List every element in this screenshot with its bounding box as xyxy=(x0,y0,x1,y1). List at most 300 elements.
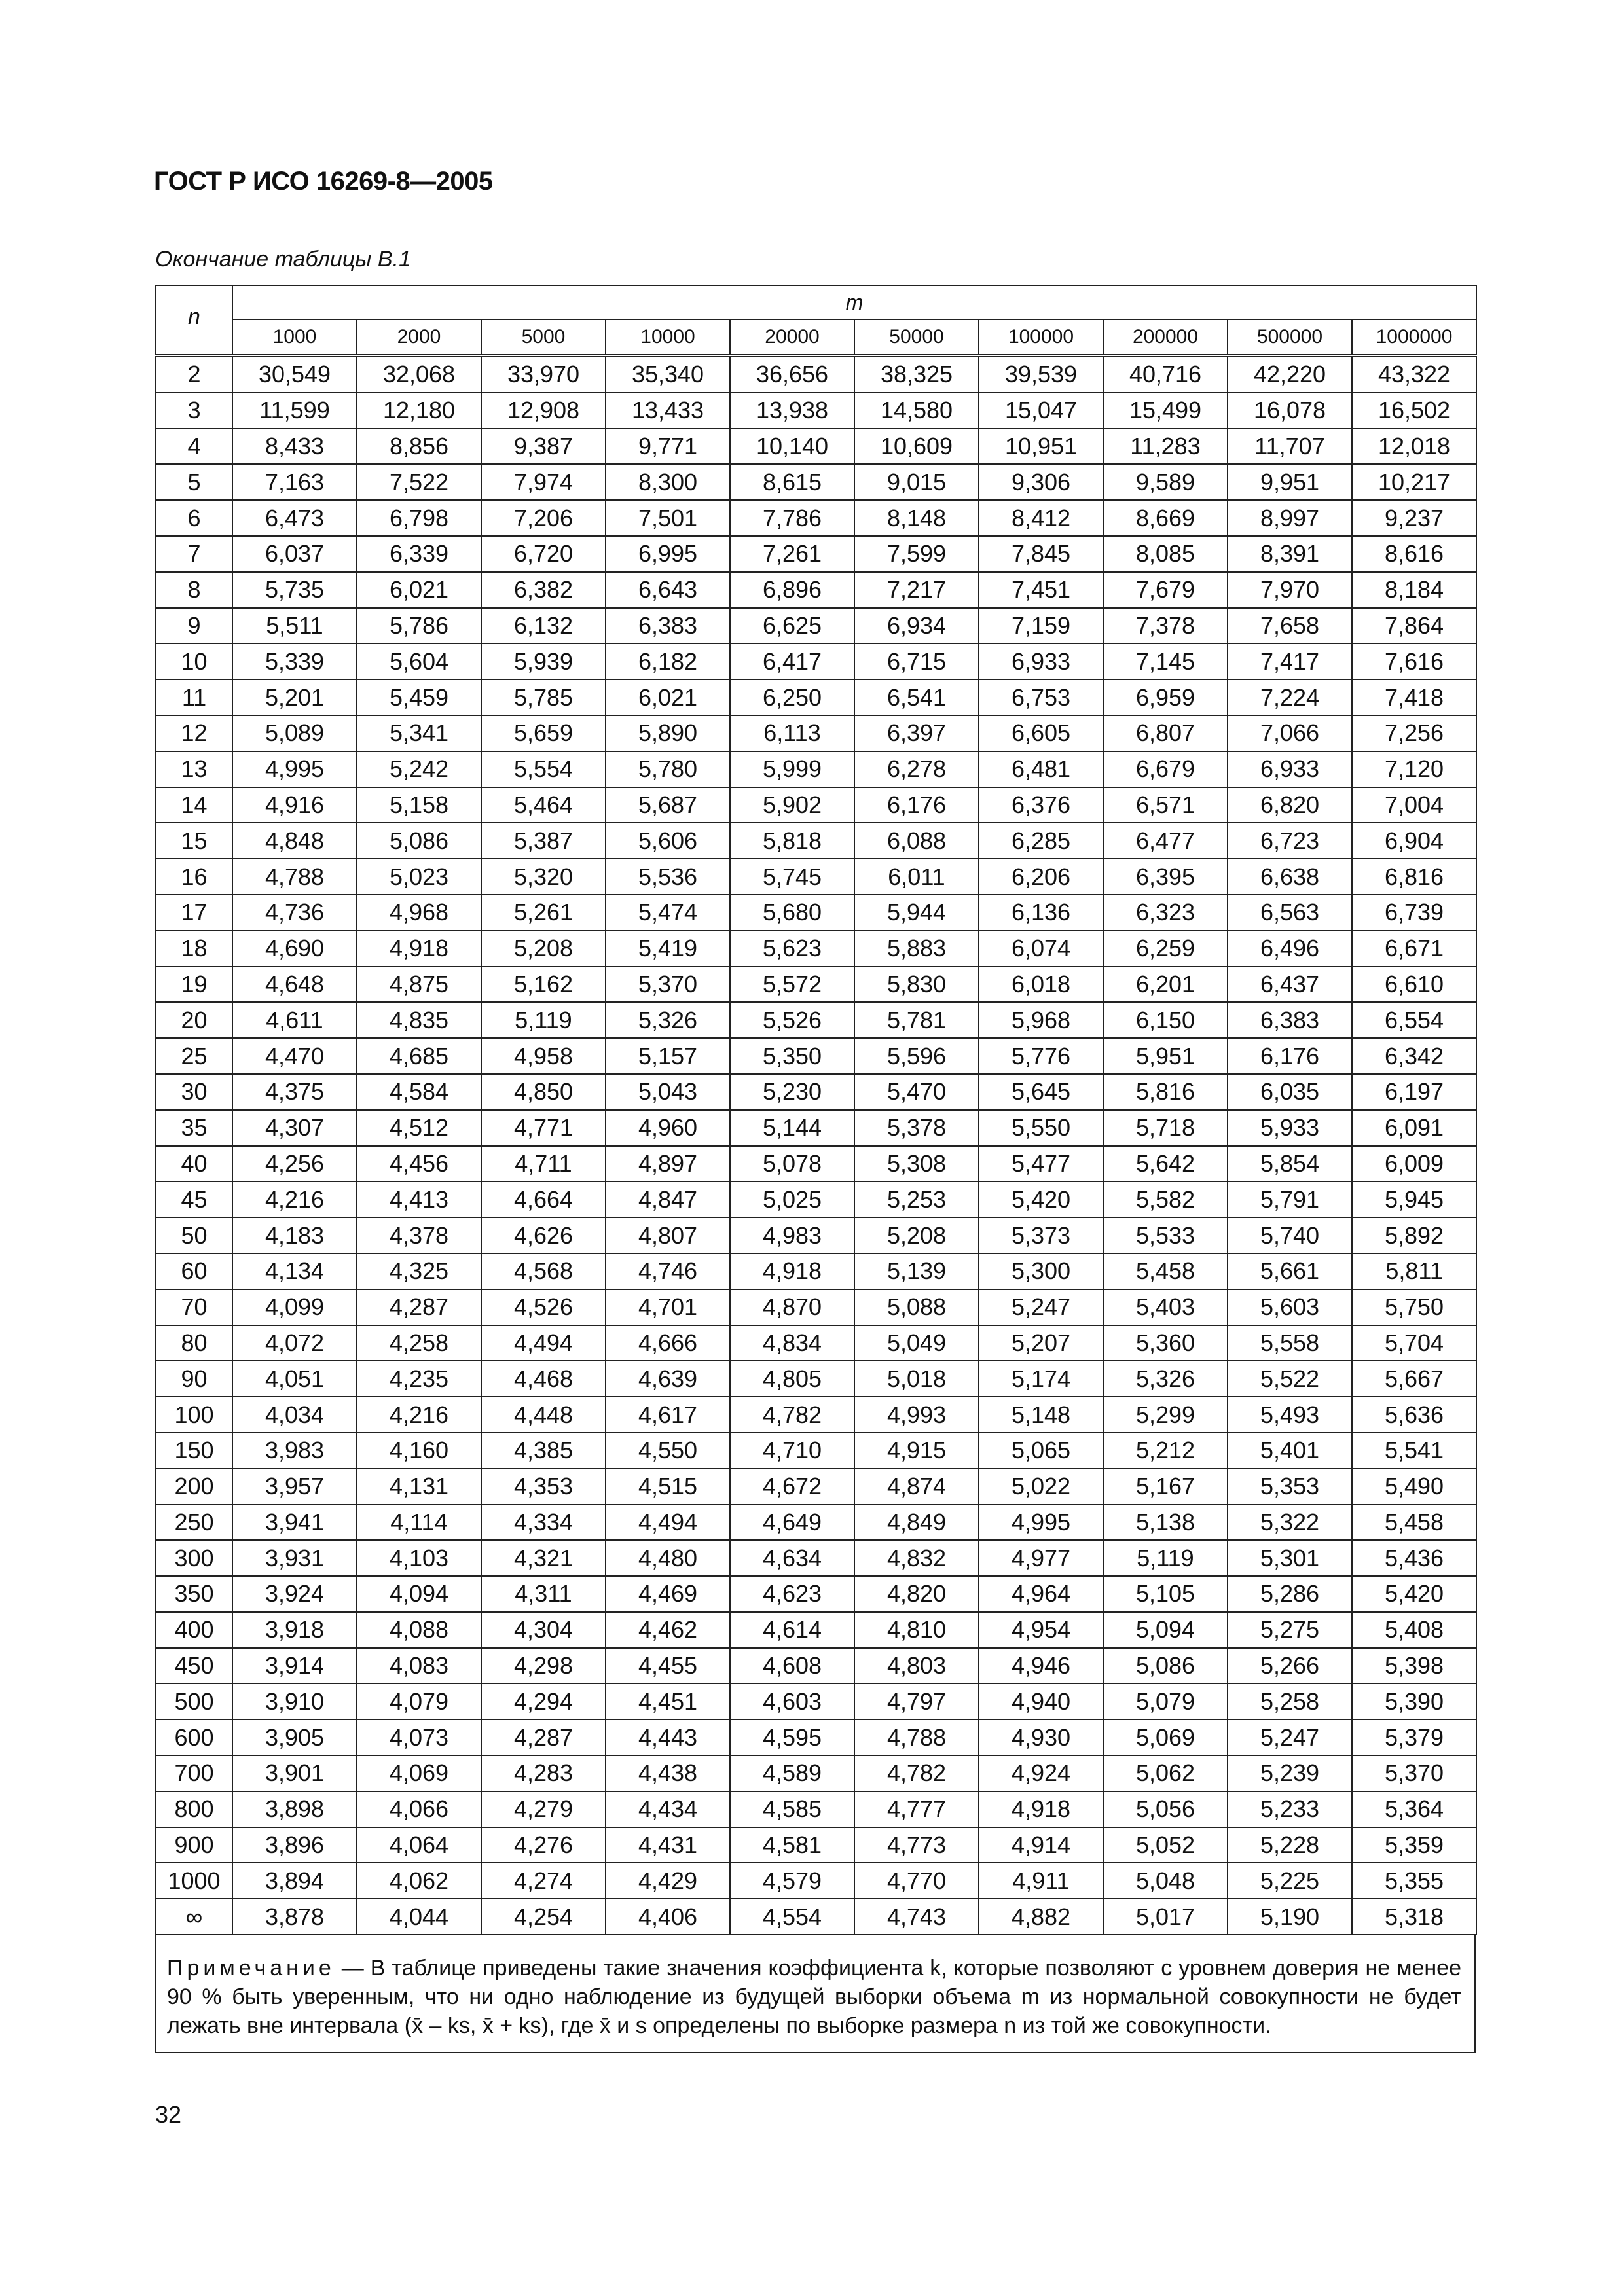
table-cell: 4,664 xyxy=(481,1181,606,1217)
table-cell: 4,777 xyxy=(854,1791,979,1827)
table-cell: 8,615 xyxy=(730,464,854,500)
header-row-columns xyxy=(156,319,1476,356)
table-cell: 4,797 xyxy=(854,1683,979,1719)
table-cell: 5,089 xyxy=(232,715,357,751)
table-row xyxy=(156,429,1476,465)
table-cell: 4,954 xyxy=(979,1612,1103,1648)
table-cell: 4,274 xyxy=(481,1863,606,1899)
table-cell: 6,136 xyxy=(979,895,1103,931)
row-label-n: 17 xyxy=(156,895,232,931)
table-cell: 5,022 xyxy=(979,1469,1103,1505)
table-cell: 5,398 xyxy=(1352,1648,1476,1684)
table-cell: 4,960 xyxy=(606,1110,730,1146)
table-cell: 5,341 xyxy=(357,715,481,751)
row-label-n: 800 xyxy=(156,1791,232,1827)
table-cell: 6,206 xyxy=(979,859,1103,895)
table-row xyxy=(156,536,1476,572)
table-cell: 4,134 xyxy=(232,1253,357,1289)
table-row xyxy=(156,823,1476,859)
column-header: 1000 xyxy=(232,319,357,356)
table-cell: 5,326 xyxy=(1103,1361,1228,1397)
table-cell: 6,383 xyxy=(606,608,730,644)
table-cell: 4,743 xyxy=(854,1899,979,1935)
column-header: 20000 xyxy=(730,319,854,356)
table-row xyxy=(156,1576,1476,1612)
table-cell: 5,533 xyxy=(1103,1217,1228,1253)
row-label-n: 35 xyxy=(156,1110,232,1146)
column-header: 500000 xyxy=(1228,319,1352,356)
table-cell: 5,902 xyxy=(730,787,854,823)
table-cell: 5,364 xyxy=(1352,1791,1476,1827)
table-cell: 4,710 xyxy=(730,1433,854,1469)
table-cell: 7,974 xyxy=(481,464,606,500)
table-cell: 5,378 xyxy=(854,1110,979,1146)
table-cell: 11,283 xyxy=(1103,429,1228,465)
table-cell: 6,132 xyxy=(481,608,606,644)
table-row xyxy=(156,1038,1476,1074)
table-cell: 4,916 xyxy=(232,787,357,823)
table-row xyxy=(156,1181,1476,1217)
table-cell: 5,086 xyxy=(357,823,481,859)
table-cell: 6,035 xyxy=(1228,1074,1352,1110)
table-cell: 32,068 xyxy=(357,356,481,393)
table-cell: 5,477 xyxy=(979,1146,1103,1182)
table-cell: 5,299 xyxy=(1103,1397,1228,1433)
table-cell: 5,370 xyxy=(1352,1755,1476,1791)
table-cell: 6,496 xyxy=(1228,931,1352,967)
table-cell: 4,579 xyxy=(730,1863,854,1899)
table-cell: 5,043 xyxy=(606,1074,730,1110)
table-cell: 4,924 xyxy=(979,1755,1103,1791)
table-cell: 5,951 xyxy=(1103,1038,1228,1074)
table-row xyxy=(156,1612,1476,1648)
table-cell: 4,334 xyxy=(481,1505,606,1541)
table-cell: 6,753 xyxy=(979,679,1103,715)
table-cell: 7,501 xyxy=(606,500,730,536)
column-header: 10000 xyxy=(606,319,730,356)
table-cell: 5,230 xyxy=(730,1074,854,1110)
table-cell: 4,584 xyxy=(357,1074,481,1110)
table-cell: 5,636 xyxy=(1352,1397,1476,1433)
table-row xyxy=(156,1002,1476,1038)
table-cell: 4,585 xyxy=(730,1791,854,1827)
table-cell: 5,420 xyxy=(979,1181,1103,1217)
table-cell: 5,138 xyxy=(1103,1505,1228,1541)
table-cell: 6,610 xyxy=(1352,967,1476,1003)
table-cell: 4,325 xyxy=(357,1253,481,1289)
table-cell: 4,666 xyxy=(606,1325,730,1361)
table-cell: 4,131 xyxy=(357,1469,481,1505)
row-label-n: 100 xyxy=(156,1397,232,1433)
table-head xyxy=(156,285,1476,356)
row-label-n: 450 xyxy=(156,1648,232,1684)
table-cell: 5,148 xyxy=(979,1397,1103,1433)
table-cell: 5,167 xyxy=(1103,1469,1228,1505)
table-cell: 5,883 xyxy=(854,931,979,967)
table-cell: 4,456 xyxy=(357,1146,481,1182)
table-cell: 5,261 xyxy=(481,895,606,931)
table-cell: 5,582 xyxy=(1103,1181,1228,1217)
table-cell: 4,235 xyxy=(357,1361,481,1397)
row-label-n: 3 xyxy=(156,393,232,429)
table-cell: 8,433 xyxy=(232,429,357,465)
table-cell: 4,773 xyxy=(854,1827,979,1863)
table-cell: 6,715 xyxy=(854,643,979,679)
table-cell: 7,864 xyxy=(1352,608,1476,644)
table-cell: 5,408 xyxy=(1352,1612,1476,1648)
table-cell: 9,771 xyxy=(606,429,730,465)
row-label-n: 10 xyxy=(156,643,232,679)
table-cell: 7,522 xyxy=(357,464,481,500)
table-cell: 3,910 xyxy=(232,1683,357,1719)
table-cell: 5,322 xyxy=(1228,1505,1352,1541)
table-cell: 4,614 xyxy=(730,1612,854,1648)
table-cell: 4,254 xyxy=(481,1899,606,1935)
table-cell: 4,911 xyxy=(979,1863,1103,1899)
table-cell: 12,908 xyxy=(481,393,606,429)
table-cell: 6,376 xyxy=(979,787,1103,823)
table-cell: 6,009 xyxy=(1352,1146,1476,1182)
row-label-n: 19 xyxy=(156,967,232,1003)
table-cell: 6,021 xyxy=(606,679,730,715)
table-cell: 5,436 xyxy=(1352,1540,1476,1576)
table-cell: 4,429 xyxy=(606,1863,730,1899)
table-cell: 4,918 xyxy=(357,931,481,967)
table-cell: 5,536 xyxy=(606,859,730,895)
table-cell: 30,549 xyxy=(232,356,357,393)
table-cell: 3,983 xyxy=(232,1433,357,1469)
table-cell: 4,307 xyxy=(232,1110,357,1146)
table-row xyxy=(156,1719,1476,1755)
table-cell: 4,103 xyxy=(357,1540,481,1576)
table-cell: 16,078 xyxy=(1228,393,1352,429)
table-cell: 8,300 xyxy=(606,464,730,500)
table-cell: 5,816 xyxy=(1103,1074,1228,1110)
table-cell: 6,643 xyxy=(606,572,730,608)
table-caption: Окончание таблицы B.1 xyxy=(155,247,411,272)
table-cell: 6,638 xyxy=(1228,859,1352,895)
table-cell: 3,914 xyxy=(232,1648,357,1684)
table-note xyxy=(155,1935,1476,2053)
table-cell: 4,940 xyxy=(979,1683,1103,1719)
table-cell: 4,044 xyxy=(357,1899,481,1935)
table-cell: 5,401 xyxy=(1228,1433,1352,1469)
table-cell: 4,835 xyxy=(357,1002,481,1038)
table-cell: 6,323 xyxy=(1103,895,1228,931)
table-row xyxy=(156,393,1476,429)
table-cell: 4,782 xyxy=(854,1755,979,1791)
table-cell: 38,325 xyxy=(854,356,979,393)
table-cell: 7,145 xyxy=(1103,643,1228,679)
table-cell: 6,176 xyxy=(1228,1038,1352,1074)
table-row xyxy=(156,1217,1476,1253)
table-row xyxy=(156,859,1476,895)
table-cell: 5,420 xyxy=(1352,1576,1476,1612)
row-label-n: 9 xyxy=(156,608,232,644)
table-cell: 6,250 xyxy=(730,679,854,715)
column-header: 100000 xyxy=(979,319,1103,356)
table-row xyxy=(156,608,1476,644)
header-row-group xyxy=(156,285,1476,319)
table-cell: 4,099 xyxy=(232,1289,357,1325)
table-cell: 8,085 xyxy=(1103,536,1228,572)
table-cell: 4,311 xyxy=(481,1576,606,1612)
table-cell: 5,740 xyxy=(1228,1217,1352,1253)
table-cell: 4,649 xyxy=(730,1505,854,1541)
table-cell: 4,874 xyxy=(854,1469,979,1505)
table-cell: 6,395 xyxy=(1103,859,1228,895)
table-container xyxy=(155,285,1476,2053)
table-cell: 4,494 xyxy=(606,1505,730,1541)
table-cell: 5,750 xyxy=(1352,1289,1476,1325)
table-cell: 5,645 xyxy=(979,1074,1103,1110)
table-cell: 4,848 xyxy=(232,823,357,859)
table-cell: 5,419 xyxy=(606,931,730,967)
table-cell: 7,599 xyxy=(854,536,979,572)
table-cell: 7,970 xyxy=(1228,572,1352,608)
table-cell: 6,671 xyxy=(1352,931,1476,967)
table-row xyxy=(156,1397,1476,1433)
table-cell: 5,320 xyxy=(481,859,606,895)
table-cell: 4,771 xyxy=(481,1110,606,1146)
table-cell: 5,056 xyxy=(1103,1791,1228,1827)
table-cell: 5,745 xyxy=(730,859,854,895)
table-row xyxy=(156,356,1476,393)
table-cell: 33,970 xyxy=(481,356,606,393)
table-cell: 35,340 xyxy=(606,356,730,393)
table-cell: 6,397 xyxy=(854,715,979,751)
table-cell: 4,968 xyxy=(357,895,481,931)
table-cell: 14,580 xyxy=(854,393,979,429)
table-cell: 4,711 xyxy=(481,1146,606,1182)
table-row xyxy=(156,679,1476,715)
table-cell: 5,025 xyxy=(730,1181,854,1217)
table-cell: 4,114 xyxy=(357,1505,481,1541)
table-cell: 3,924 xyxy=(232,1576,357,1612)
table-cell: 9,589 xyxy=(1103,464,1228,500)
table-row xyxy=(156,895,1476,931)
table-cell: 4,820 xyxy=(854,1576,979,1612)
table-cell: 6,176 xyxy=(854,787,979,823)
table-cell: 15,499 xyxy=(1103,393,1228,429)
table-cell: 4,094 xyxy=(357,1576,481,1612)
column-header: 1000000 xyxy=(1352,319,1476,356)
table-cell: 4,849 xyxy=(854,1505,979,1541)
table-cell: 4,803 xyxy=(854,1648,979,1684)
table-cell: 5,301 xyxy=(1228,1540,1352,1576)
column-header: 2000 xyxy=(357,319,481,356)
table-cell: 4,701 xyxy=(606,1289,730,1325)
table-cell: 6,959 xyxy=(1103,679,1228,715)
table-cell: 6,720 xyxy=(481,536,606,572)
table-cell: 5,350 xyxy=(730,1038,854,1074)
table-cell: 4,918 xyxy=(979,1791,1103,1827)
table-cell: 6,182 xyxy=(606,643,730,679)
table-cell: 8,391 xyxy=(1228,536,1352,572)
table-cell: 5,105 xyxy=(1103,1576,1228,1612)
table-cell: 4,304 xyxy=(481,1612,606,1648)
table-cell: 5,225 xyxy=(1228,1863,1352,1899)
table-cell: 8,997 xyxy=(1228,500,1352,536)
table-cell: 5,511 xyxy=(232,608,357,644)
table-cell: 5,944 xyxy=(854,895,979,931)
row-label-n: 60 xyxy=(156,1253,232,1289)
table-cell: 4,051 xyxy=(232,1361,357,1397)
table-cell: 4,782 xyxy=(730,1397,854,1433)
table-cell: 7,616 xyxy=(1352,643,1476,679)
table-cell: 5,062 xyxy=(1103,1755,1228,1791)
row-label-n: 300 xyxy=(156,1540,232,1576)
table-cell: 5,017 xyxy=(1103,1899,1228,1935)
row-label-n: 500 xyxy=(156,1683,232,1719)
table-cell: 6,382 xyxy=(481,572,606,608)
table-cell: 7,418 xyxy=(1352,679,1476,715)
table-cell: 4,079 xyxy=(357,1683,481,1719)
table-cell: 4,160 xyxy=(357,1433,481,1469)
table-cell: 10,609 xyxy=(854,429,979,465)
table-cell: 7,163 xyxy=(232,464,357,500)
table-cell: 4,617 xyxy=(606,1397,730,1433)
table-cell: 4,385 xyxy=(481,1433,606,1469)
table-cell: 4,850 xyxy=(481,1074,606,1110)
table-cell: 5,088 xyxy=(854,1289,979,1325)
table-cell: 4,512 xyxy=(357,1110,481,1146)
row-label-n: 18 xyxy=(156,931,232,967)
table-cell: 4,378 xyxy=(357,1217,481,1253)
table-cell: 5,604 xyxy=(357,643,481,679)
table-cell: 6,278 xyxy=(854,751,979,787)
table-cell: 5,558 xyxy=(1228,1325,1352,1361)
table-cell: 4,462 xyxy=(606,1612,730,1648)
table-cell: 5,157 xyxy=(606,1038,730,1074)
table-cell: 5,945 xyxy=(1352,1181,1476,1217)
table-row xyxy=(156,1110,1476,1146)
table-cell: 5,094 xyxy=(1103,1612,1228,1648)
row-label-n: 5 xyxy=(156,464,232,500)
table-row xyxy=(156,715,1476,751)
table-cell: 4,469 xyxy=(606,1576,730,1612)
table-cell: 3,905 xyxy=(232,1719,357,1755)
table-cell: 4,672 xyxy=(730,1469,854,1505)
table-cell: 6,563 xyxy=(1228,895,1352,931)
table-cell: 5,360 xyxy=(1103,1325,1228,1361)
table-cell: 5,079 xyxy=(1103,1683,1228,1719)
table-cell: 5,239 xyxy=(1228,1755,1352,1791)
row-label-n: 20 xyxy=(156,1002,232,1038)
table-cell: 12,018 xyxy=(1352,429,1476,465)
table-cell: 4,287 xyxy=(357,1289,481,1325)
table-cell: 7,845 xyxy=(979,536,1103,572)
table-row xyxy=(156,1433,1476,1469)
table-row xyxy=(156,931,1476,967)
table-body xyxy=(156,356,1476,1935)
table-row xyxy=(156,1791,1476,1827)
table-cell: 6,904 xyxy=(1352,823,1476,859)
row-label-n: 45 xyxy=(156,1181,232,1217)
table-cell: 5,208 xyxy=(854,1217,979,1253)
table-cell: 5,247 xyxy=(979,1289,1103,1325)
table-cell: 3,941 xyxy=(232,1505,357,1541)
row-label-n: 14 xyxy=(156,787,232,823)
table-row xyxy=(156,1469,1476,1505)
table-cell: 3,878 xyxy=(232,1899,357,1935)
table-cell: 7,256 xyxy=(1352,715,1476,751)
table-cell: 4,480 xyxy=(606,1540,730,1576)
table-cell: 4,526 xyxy=(481,1289,606,1325)
table-cell: 5,052 xyxy=(1103,1827,1228,1863)
table-cell: 3,931 xyxy=(232,1540,357,1576)
table-cell: 5,464 xyxy=(481,787,606,823)
row-label-n: 150 xyxy=(156,1433,232,1469)
table-cell: 5,208 xyxy=(481,931,606,967)
table-cell: 4,216 xyxy=(232,1181,357,1217)
table-row xyxy=(156,1074,1476,1110)
table-cell: 4,554 xyxy=(730,1899,854,1935)
table-cell: 7,378 xyxy=(1103,608,1228,644)
document-header: ГОСТ Р ИСО 16269-8—2005 xyxy=(154,167,493,196)
table-cell: 4,455 xyxy=(606,1648,730,1684)
table-cell: 7,004 xyxy=(1352,787,1476,823)
table-cell: 4,216 xyxy=(357,1397,481,1433)
table-cell: 6,625 xyxy=(730,608,854,644)
table-cell: 6,605 xyxy=(979,715,1103,751)
table-cell: 39,539 xyxy=(979,356,1103,393)
table-cell: 6,011 xyxy=(854,859,979,895)
table-cell: 5,158 xyxy=(357,787,481,823)
table-cell: 9,237 xyxy=(1352,500,1476,536)
table-cell: 5,550 xyxy=(979,1110,1103,1146)
table-cell: 6,383 xyxy=(1228,1002,1352,1038)
table-cell: 5,162 xyxy=(481,967,606,1003)
table-cell: 4,494 xyxy=(481,1325,606,1361)
table-cell: 6,197 xyxy=(1352,1074,1476,1110)
table-cell: 5,659 xyxy=(481,715,606,751)
table-cell: 6,037 xyxy=(232,536,357,572)
table-cell: 4,515 xyxy=(606,1469,730,1505)
group-header-m: m xyxy=(232,285,1476,319)
table-cell: 5,379 xyxy=(1352,1719,1476,1755)
table-cell: 5,781 xyxy=(854,1002,979,1038)
row-label-n: 700 xyxy=(156,1755,232,1791)
table-row xyxy=(156,1325,1476,1361)
table-cell: 4,995 xyxy=(232,751,357,787)
table-cell: 4,648 xyxy=(232,967,357,1003)
table-cell: 5,999 xyxy=(730,751,854,787)
table-cell: 5,253 xyxy=(854,1181,979,1217)
table-row xyxy=(156,1863,1476,1899)
table-cell: 4,608 xyxy=(730,1648,854,1684)
table-cell: 10,217 xyxy=(1352,464,1476,500)
table-cell: 4,746 xyxy=(606,1253,730,1289)
table-cell: 5,554 xyxy=(481,751,606,787)
table-cell: 6,739 xyxy=(1352,895,1476,931)
table-cell: 4,283 xyxy=(481,1755,606,1791)
row-label-n: 11 xyxy=(156,679,232,715)
table-cell: 5,242 xyxy=(357,751,481,787)
table-cell: 5,086 xyxy=(1103,1648,1228,1684)
table-cell: 7,658 xyxy=(1228,608,1352,644)
table-cell: 4,882 xyxy=(979,1899,1103,1935)
table-cell: 5,403 xyxy=(1103,1289,1228,1325)
table-cell: 5,606 xyxy=(606,823,730,859)
table-cell: 5,174 xyxy=(979,1361,1103,1397)
table-cell: 5,968 xyxy=(979,1002,1103,1038)
table-cell: 13,938 xyxy=(730,393,854,429)
table-cell: 5,373 xyxy=(979,1217,1103,1253)
table-row xyxy=(156,1361,1476,1397)
table-cell: 6,021 xyxy=(357,572,481,608)
table-cell: 4,258 xyxy=(357,1325,481,1361)
